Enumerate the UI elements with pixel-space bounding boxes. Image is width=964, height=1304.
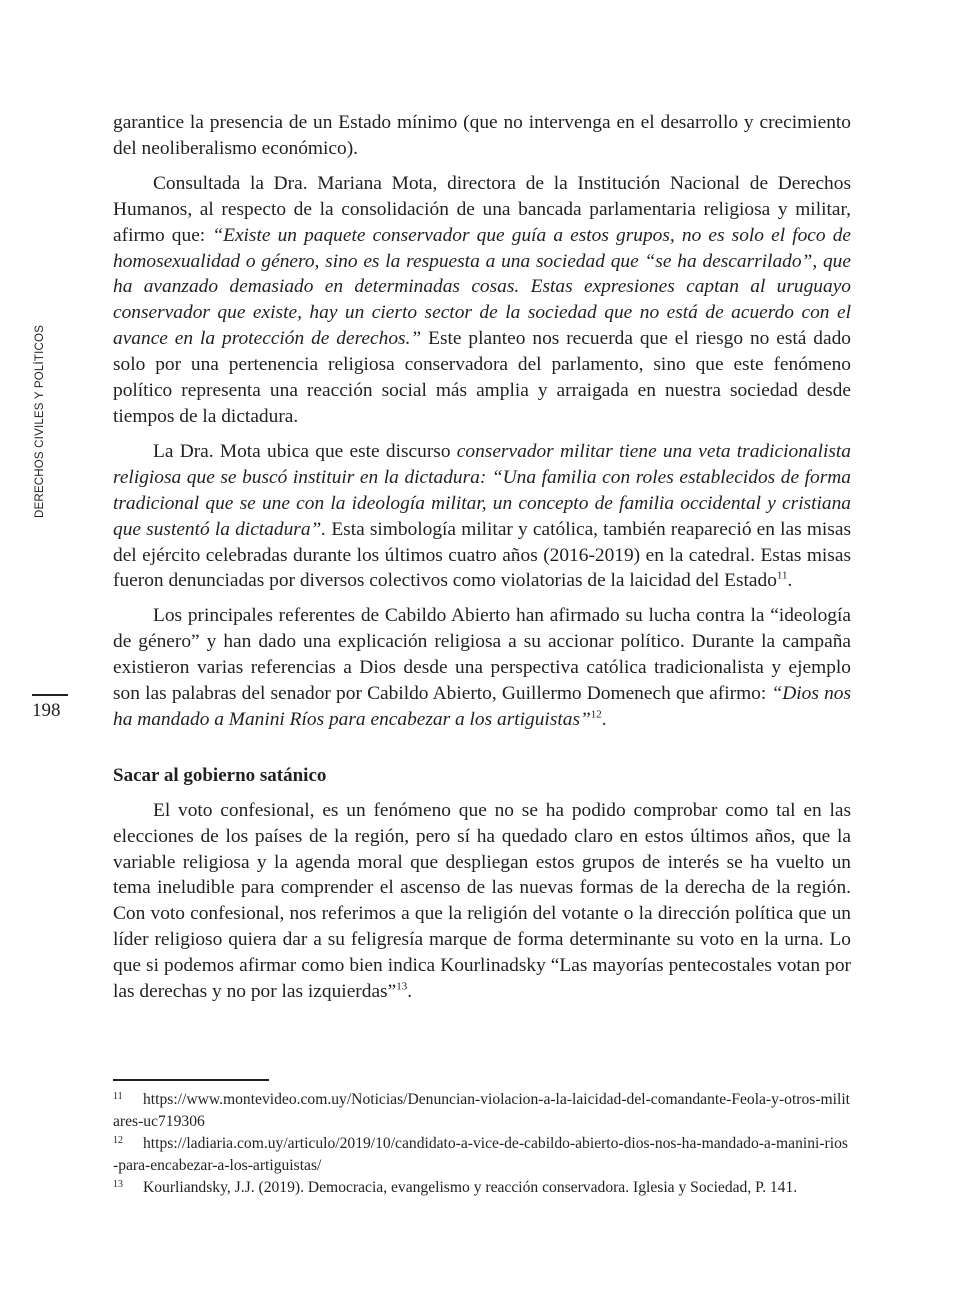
- paragraph-4: [113, 603, 851, 733]
- footnote-ref-13[interactable]: 13: [396, 980, 408, 993]
- paragraph-3: [113, 439, 851, 594]
- footnote-separator: [113, 1079, 269, 1081]
- paragraph-4-end: .: [601, 708, 607, 730]
- footnote-11: [113, 1089, 851, 1132]
- paragraph-3-quote: conservador militar tiene una veta tradicionalista religiosa que se buscó instituir en la dictadura: “Una familia con roles establecidos de forma tradicional que se une con la ideología militar, un concepto de familia occidental y cristiana que sustentó la dictadura”.: [113, 440, 851, 540]
- paragraph-4-intro: Los principales referentes de Cabildo Abierto han afirmado su lucha contra la “ideología de género” y han dado una explicación religiosa a su accionar político. Durante la campaña existieron varias referencias a Dios desde una perspectiva católica tradicionalista y ejemplo son las palabras del senador por Cabildo Abierto, Guillermo Domenech que afirmo:: [113, 605, 851, 705]
- paragraph-5-text: El voto confesional, es un fenómeno que no se ha podido comprobar como tal en las elecciones de los países de la región, pero sí ha quedado claro en estos últimos años, que la variable religiosa y la agenda moral que despliegan estos grupos de interés se ha vuelto un tema ineludible para comprender el ascenso de las nuevas formas de la derecha de la región. Con voto confesional, nos referimos a que la religión del votante o la dirección política que un líder religioso quiera dar a su feligresía marque de forma determinante su voto en la urna. Lo que si podemos afirmar como bien indica Kourlinadsky “Las mayorías pentecostales votan por las derechas y no por las izquierdas”: [113, 799, 851, 1003]
- paragraph-1: garantice la presencia de un Estado mínimo (que no intervenga en el desarrollo y crecimiento del neoliberalismo económico).: [113, 112, 851, 159]
- footnote-number: 11: [113, 1091, 123, 1102]
- paragraph-4-quote: “Dios nos ha mandado a Manini Ríos para encabezar a los artiguistas”: [113, 683, 852, 730]
- paragraph-5: [113, 798, 851, 1005]
- page-number: 198: [32, 700, 61, 721]
- footnotes: [113, 1089, 851, 1200]
- footnote-ref-11[interactable]: 11: [776, 569, 788, 582]
- paragraph-5-end: .: [407, 981, 413, 1003]
- main-text: [113, 110, 851, 1014]
- footnote-ref-12[interactable]: 12: [590, 708, 602, 721]
- footnote-13: [113, 1177, 851, 1199]
- footnote-number: 12: [113, 1135, 123, 1147]
- paragraph-2-rest: Este planteo nos recuerda que el riesgo no está dado solo por una pertenencia religiosa conservadora del parlamento, sino que este fenómeno político representa una reacción social más amplia y arraigada en nuestra sociedad desde tiempos de la dictadura.: [113, 328, 851, 427]
- paragraph-2: [113, 171, 851, 430]
- paragraph-2-intro: Consultada la Dra. Mariana Mota, directora de la Institución Nacional de Derechos Humanos, al respecto de la consolidación de una bancada parlamentaria religiosa y militar, afirmo que:: [113, 172, 851, 246]
- footnote-link[interactable]: https://www.montevideo.com.uy/Noticias/Denuncian-violacion-a-la-laicidad-del-comandante-Feola-y-otros-militares-uc719306: [113, 1091, 850, 1130]
- footnote-number: 13: [113, 1179, 123, 1191]
- footnote-citation: Kourliandsky, J.J. (2019). Democracia, evangelismo y reacción conservadora. Iglesia y Sociedad, P. 141.: [143, 1179, 798, 1197]
- section-heading: Sacar al gobierno satánico: [113, 764, 327, 786]
- paragraph-3-intro: La Dra. Mota ubica que este discurso: [153, 440, 457, 462]
- footnote-12: [113, 1133, 851, 1176]
- paragraph-3-rest: Esta simbología militar y católica, también reapareció en las misas del ejército celebradas durante los últimos cuatro años (2016-2019) en la catedral. Estas misas fueron denunciadas por diversos colectivos como violatorias de la laicidad del Estado: [113, 518, 852, 592]
- paragraph-3-end: .: [787, 570, 793, 592]
- page-number-rule: [32, 694, 68, 696]
- paragraph-2-quote: “Existe un paquete conservador que guía a estos grupos, no es solo el foco de homosexualidad o género, sino es la respuesta a una sociedad que “se ha descarrilado”, que ha avanzado demasiado en determinadas cosas. Estas expresiones captan al uruguayo conservador que existe, hay un cierto sector de la sociedad que no está de acuerdo con el avance en la protección de derechos.”: [113, 224, 851, 350]
- footnote-link[interactable]: https://ladiaria.com.uy/articulo/2019/10/candidato-a-vice-de-cabildo-abierto-dios-nos-ha-mandado-a-manini-rios-para-encabezar-a-los-artiguistas/: [113, 1135, 848, 1174]
- running-section-title: DERECHOS CIVILES Y POLÍTICOS: [34, 324, 46, 518]
